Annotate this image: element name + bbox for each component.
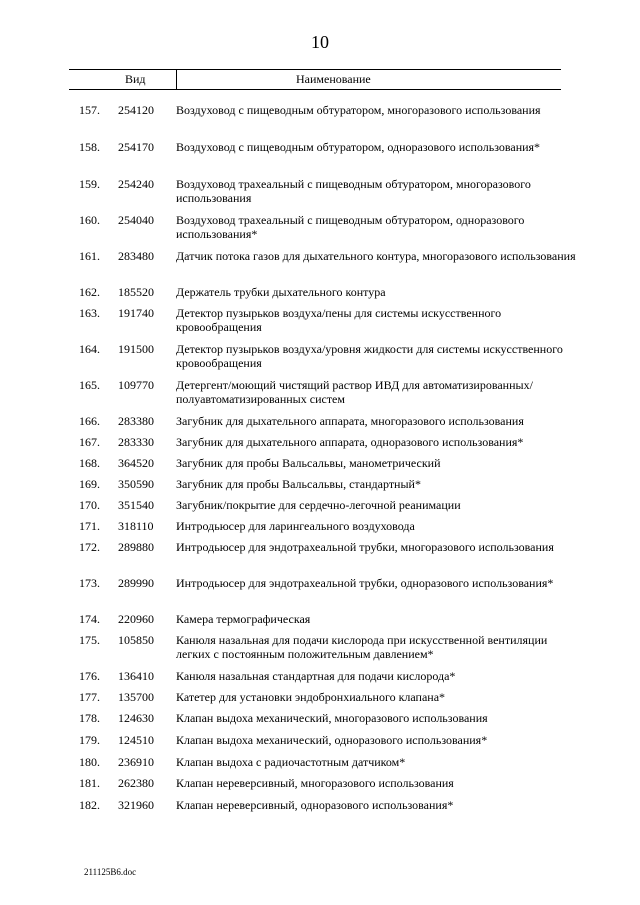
row-code: 135700 <box>118 690 154 704</box>
row-number: 171. <box>79 519 100 533</box>
row-code: 185520 <box>118 285 154 299</box>
row-name: Камера термографическая <box>176 612 311 626</box>
row-number: 182. <box>79 798 100 812</box>
row-code: 321960 <box>118 798 154 812</box>
row-name: Клапан нереверсивный, одноразового использования* <box>176 798 454 812</box>
row-number: 158. <box>79 140 100 154</box>
row-name: Загубник для пробы Вальсальвы, манометрический <box>176 456 441 470</box>
row-number: 160. <box>79 213 100 227</box>
row-code: 283480 <box>118 249 154 263</box>
row-number: 167. <box>79 435 100 449</box>
row-number: 169. <box>79 477 100 491</box>
row-code: 351540 <box>118 498 154 512</box>
column-header-vid: Вид <box>125 72 146 86</box>
row-name: Клапан выдоха механический, одноразового использования* <box>176 733 488 747</box>
row-number: 181. <box>79 776 100 790</box>
row-code: 364520 <box>118 456 154 470</box>
row-code: 124510 <box>118 733 154 747</box>
row-number: 157. <box>79 103 100 117</box>
column-header-name: Наименование <box>296 72 371 86</box>
row-number: 168. <box>79 456 100 470</box>
row-number: 165. <box>79 378 100 392</box>
row-code: 350590 <box>118 477 154 491</box>
row-name: Детектор пузырьков воздуха/пены для системы искусственного кровообращения <box>176 306 502 334</box>
row-code: 254240 <box>118 177 154 191</box>
row-number: 179. <box>79 733 100 747</box>
row-name: Воздуховод трахеальный с пищеводным обтуратором, одноразового использования* <box>176 213 525 241</box>
row-code: 105850 <box>118 633 154 647</box>
row-name: Загубник для пробы Вальсальвы, стандартный* <box>176 477 421 491</box>
row-name: Клапан выдоха механический, многоразового использования <box>176 711 488 725</box>
row-name: Канюля назальная для подачи кислорода при искусственной вентиляции легких с постоянным положительным давлением* <box>176 633 548 661</box>
row-number: 159. <box>79 177 100 191</box>
row-number: 173. <box>79 576 100 590</box>
row-number: 172. <box>79 540 100 554</box>
row-name: Датчик потока газов для дыхательного контура, многоразового использования <box>176 249 576 263</box>
row-code: 289990 <box>118 576 154 590</box>
row-name: Воздуховод с пищеводным обтуратором, одноразового использования* <box>176 140 541 154</box>
row-name: Клапан нереверсивный, многоразового использования <box>176 776 454 790</box>
row-name: Держатель трубки дыхательного контура <box>176 285 386 299</box>
row-code: 220960 <box>118 612 154 626</box>
row-number: 161. <box>79 249 100 263</box>
row-number: 162. <box>79 285 100 299</box>
row-name: Загубник/покрытие для сердечно-легочной реанимации <box>176 498 461 512</box>
row-name: Детергент/моющий чистящий раствор ИВД для автоматизированных/полуавтоматизированных систем <box>176 378 533 406</box>
row-code: 191740 <box>118 306 154 320</box>
row-name: Воздуховод трахеальный с пищеводным обтуратором, многоразового использования <box>176 177 531 205</box>
row-code: 136410 <box>118 669 154 683</box>
row-code: 191500 <box>118 342 154 356</box>
row-name: Катетер для установки эндобронхиального клапана* <box>176 690 446 704</box>
row-code: 236910 <box>118 755 154 769</box>
row-code: 254170 <box>118 140 154 154</box>
row-code: 283380 <box>118 414 154 428</box>
row-number: 180. <box>79 755 100 769</box>
page-number: 10 <box>311 32 329 52</box>
row-number: 163. <box>79 306 100 320</box>
row-code: 318110 <box>118 519 154 533</box>
row-name: Интродьюсер для эндотрахеальной трубки, многоразового использования <box>176 540 554 554</box>
column-separator <box>176 70 177 89</box>
row-name: Детектор пузырьков воздуха/уровня жидкости для системы искусственного кровообращения <box>176 342 563 370</box>
row-code: 109770 <box>118 378 154 392</box>
row-name: Канюля назальная стандартная для подачи кислорода* <box>176 669 456 683</box>
row-code: 254040 <box>118 213 154 227</box>
row-number: 177. <box>79 690 100 704</box>
row-number: 166. <box>79 414 100 428</box>
row-code: 283330 <box>118 435 154 449</box>
row-number: 164. <box>79 342 100 356</box>
row-name: Загубник для дыхательного аппарата, одноразового использования* <box>176 435 524 449</box>
row-name: Воздуховод с пищеводным обтуратором, многоразового использования <box>176 103 541 117</box>
table-header <box>69 69 561 90</box>
row-number: 170. <box>79 498 100 512</box>
row-name: Интродьюсер для эндотрахеальной трубки, одноразового использования* <box>176 576 554 590</box>
row-code: 262380 <box>118 776 154 790</box>
row-name: Интродьюсер для ларингеального воздуховода <box>176 519 415 533</box>
row-name: Клапан выдоха с радиочастотным датчиком* <box>176 755 406 769</box>
row-code: 254120 <box>118 103 154 117</box>
row-code: 124630 <box>118 711 154 725</box>
document-filename: 211125B6.doc <box>84 867 137 877</box>
row-number: 178. <box>79 711 100 725</box>
row-number: 175. <box>79 633 100 647</box>
row-number: 176. <box>79 669 100 683</box>
row-name: Загубник для дыхательного аппарата, многоразового использования <box>176 414 524 428</box>
row-number: 174. <box>79 612 100 626</box>
row-code: 289880 <box>118 540 154 554</box>
